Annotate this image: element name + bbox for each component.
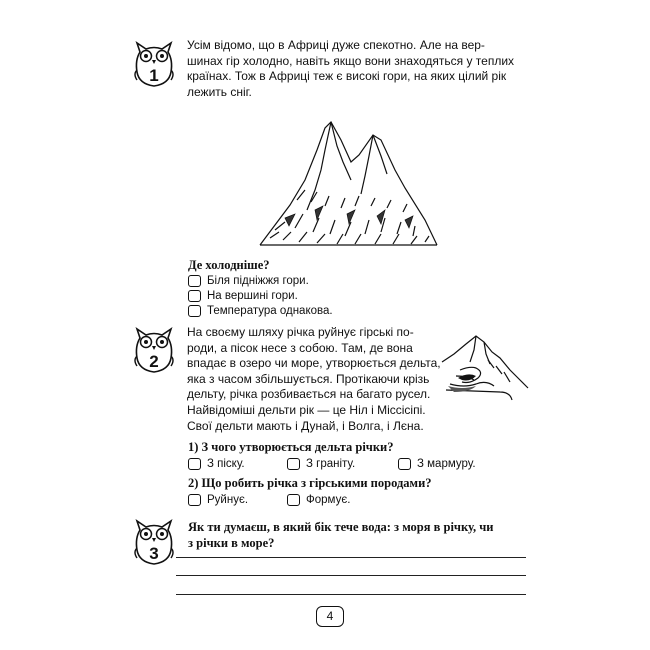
owl-number-badge-1	[131, 40, 177, 88]
svg-text:1: 1	[149, 66, 159, 85]
svg-text:3: 3	[149, 544, 159, 563]
task1-option-2[interactable]: На вершині гори.	[188, 290, 298, 302]
task2-q1-option-1[interactable]: З піску.	[188, 458, 245, 470]
owl-number-badge-3	[131, 518, 177, 566]
task3-question: Як ти думаєш, в який бік тече вода: з моря в річку, чи з річки в море?	[188, 520, 494, 550]
checkbox[interactable]	[188, 275, 201, 287]
task2-q1-option-2[interactable]: З граніту.	[287, 458, 355, 470]
owl-icon	[131, 326, 177, 374]
task2-paragraph: На своєму шляху річка руйнує гірські по- роди, а пісок несе з собою. Там, де вона впадає в озеро чи море, утворюється дельта, яка з часом збільшується. Протікаючи крізь дельту, річка розбивається на багато русел. Найвідоміші дельти рік — це Ніл і Міссісіпі. Свої дельти мають і Дунай, і Волга, і Лєна.	[187, 325, 441, 433]
checkbox[interactable]	[398, 458, 411, 470]
svg-text:2: 2	[149, 352, 159, 371]
answer-line-3[interactable]	[176, 594, 526, 595]
checkbox[interactable]	[188, 290, 201, 302]
page-number: 4	[316, 606, 344, 627]
task1-paragraph: Усім відомо, що в Африці дуже спекотно. Але на вер- шинах гір холодно, навіть якщо вони знаходяться у теплих країнах. Тож в Африці теж є високі гори, на яких цілий рік лежить сніг.	[187, 38, 515, 99]
checkbox[interactable]	[188, 458, 201, 470]
owl-icon	[131, 40, 177, 88]
task2-question-2: 2) Що робить річка з гірськими породами?	[188, 476, 432, 490]
owl-icon	[131, 518, 177, 566]
task1-option-3[interactable]: Температура однакова.	[188, 305, 333, 317]
task2-q1-option-3[interactable]: З мармуру.	[398, 458, 476, 470]
answer-line-2[interactable]	[176, 575, 526, 576]
answer-line-1[interactable]	[176, 557, 526, 558]
checkbox[interactable]	[188, 305, 201, 317]
task1-question: Де холодніше?	[188, 258, 270, 272]
checkbox[interactable]	[287, 494, 300, 506]
task2-q2-option-2[interactable]: Формує.	[287, 494, 350, 506]
checkbox[interactable]	[287, 458, 300, 470]
owl-number-badge-2	[131, 326, 177, 374]
mountain-illustration	[255, 110, 440, 250]
task1-option-1[interactable]: Біля підніжжя гори.	[188, 275, 309, 287]
task2-question-1: 1) З чого утворюється дельта річки?	[188, 440, 394, 454]
checkbox[interactable]	[188, 494, 201, 506]
task2-q2-option-1[interactable]: Руйнує.	[188, 494, 248, 506]
river-delta-illustration	[440, 332, 530, 412]
